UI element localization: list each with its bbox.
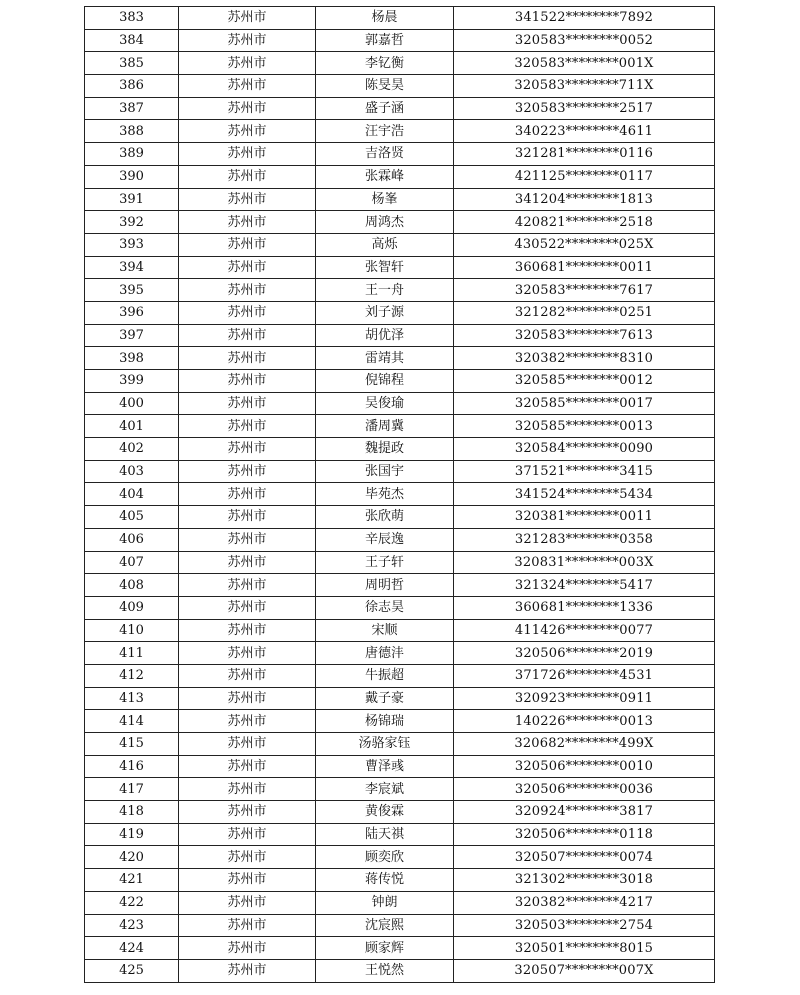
row-number-cell: 399 xyxy=(85,370,179,393)
city-cell: 苏州市 xyxy=(179,846,316,869)
city-cell: 苏州市 xyxy=(179,460,316,483)
table-row xyxy=(85,959,715,982)
city-cell: 苏州市 xyxy=(179,574,316,597)
city-cell: 苏州市 xyxy=(179,937,316,960)
city-cell: 苏州市 xyxy=(179,29,316,52)
name-cell: 徐志昊 xyxy=(316,596,454,619)
table-row xyxy=(85,778,715,801)
row-number-cell: 419 xyxy=(85,823,179,846)
id-number-cell: 320924********3817 xyxy=(454,801,715,824)
name-cell: 杨锦瑞 xyxy=(316,710,454,733)
row-number-cell: 406 xyxy=(85,528,179,551)
table-row xyxy=(85,347,715,370)
id-number-cell: 320506********2019 xyxy=(454,642,715,665)
row-number-cell: 420 xyxy=(85,846,179,869)
city-cell: 苏州市 xyxy=(179,392,316,415)
id-number-cell: 321302********3018 xyxy=(454,869,715,892)
name-cell: 蒋传悦 xyxy=(316,869,454,892)
name-cell: 刘子源 xyxy=(316,301,454,324)
id-number-cell: 320507********007X xyxy=(454,959,715,982)
id-number-cell: 321281********0116 xyxy=(454,143,715,166)
name-cell: 王子轩 xyxy=(316,551,454,574)
name-cell: 王悦然 xyxy=(316,959,454,982)
row-number-cell: 391 xyxy=(85,188,179,211)
name-cell: 杨峯 xyxy=(316,188,454,211)
row-number-cell: 398 xyxy=(85,347,179,370)
roster-body xyxy=(85,7,715,983)
row-number-cell: 390 xyxy=(85,165,179,188)
id-number-cell: 320503********2754 xyxy=(454,914,715,937)
name-cell: 雷靖其 xyxy=(316,347,454,370)
table-row xyxy=(85,143,715,166)
row-number-cell: 384 xyxy=(85,29,179,52)
table-row xyxy=(85,392,715,415)
city-cell: 苏州市 xyxy=(179,211,316,234)
table-row xyxy=(85,460,715,483)
row-number-cell: 397 xyxy=(85,324,179,347)
row-number-cell: 411 xyxy=(85,642,179,665)
city-cell: 苏州市 xyxy=(179,528,316,551)
city-cell: 苏州市 xyxy=(179,438,316,461)
row-number-cell: 414 xyxy=(85,710,179,733)
city-cell: 苏州市 xyxy=(179,642,316,665)
table-row xyxy=(85,483,715,506)
row-number-cell: 392 xyxy=(85,211,179,234)
id-number-cell: 360681********0011 xyxy=(454,256,715,279)
row-number-cell: 383 xyxy=(85,7,179,30)
id-number-cell: 411426********0077 xyxy=(454,619,715,642)
row-number-cell: 388 xyxy=(85,120,179,143)
id-number-cell: 320506********0036 xyxy=(454,778,715,801)
row-number-cell: 401 xyxy=(85,415,179,438)
id-number-cell: 320382********8310 xyxy=(454,347,715,370)
name-cell: 张智轩 xyxy=(316,256,454,279)
table-row xyxy=(85,664,715,687)
table-row xyxy=(85,52,715,75)
id-number-cell: 320583********001X xyxy=(454,52,715,75)
table-row xyxy=(85,120,715,143)
name-cell: 顾奕欣 xyxy=(316,846,454,869)
name-cell: 汪宇浩 xyxy=(316,120,454,143)
id-number-cell: 320583********711X xyxy=(454,75,715,98)
id-number-cell: 371726********4531 xyxy=(454,664,715,687)
city-cell: 苏州市 xyxy=(179,596,316,619)
id-number-cell: 320506********0118 xyxy=(454,823,715,846)
city-cell: 苏州市 xyxy=(179,619,316,642)
row-number-cell: 407 xyxy=(85,551,179,574)
name-cell: 李钇衡 xyxy=(316,52,454,75)
id-number-cell: 320381********0011 xyxy=(454,506,715,529)
table-row xyxy=(85,97,715,120)
row-number-cell: 404 xyxy=(85,483,179,506)
name-cell: 魏提政 xyxy=(316,438,454,461)
row-number-cell: 403 xyxy=(85,460,179,483)
name-cell: 郭嘉哲 xyxy=(316,29,454,52)
table-row xyxy=(85,619,715,642)
city-cell: 苏州市 xyxy=(179,755,316,778)
table-row xyxy=(85,29,715,52)
row-number-cell: 417 xyxy=(85,778,179,801)
city-cell: 苏州市 xyxy=(179,370,316,393)
id-number-cell: 321283********0358 xyxy=(454,528,715,551)
city-cell: 苏州市 xyxy=(179,301,316,324)
table-row xyxy=(85,846,715,869)
row-number-cell: 394 xyxy=(85,256,179,279)
row-number-cell: 387 xyxy=(85,97,179,120)
row-number-cell: 393 xyxy=(85,233,179,256)
id-number-cell: 320382********4217 xyxy=(454,891,715,914)
id-number-cell: 321324********5417 xyxy=(454,574,715,597)
table-row xyxy=(85,188,715,211)
roster-table xyxy=(84,6,715,983)
row-number-cell: 412 xyxy=(85,664,179,687)
id-number-cell: 320583********2517 xyxy=(454,97,715,120)
name-cell: 顾家辉 xyxy=(316,937,454,960)
city-cell: 苏州市 xyxy=(179,959,316,982)
table-row xyxy=(85,438,715,461)
id-number-cell: 320923********0911 xyxy=(454,687,715,710)
table-row xyxy=(85,324,715,347)
row-number-cell: 409 xyxy=(85,596,179,619)
name-cell: 王一舟 xyxy=(316,279,454,302)
name-cell: 李宸斌 xyxy=(316,778,454,801)
table-row xyxy=(85,642,715,665)
name-cell: 高烁 xyxy=(316,233,454,256)
roster-sheet xyxy=(84,6,714,983)
city-cell: 苏州市 xyxy=(179,801,316,824)
city-cell: 苏州市 xyxy=(179,506,316,529)
city-cell: 苏州市 xyxy=(179,97,316,120)
table-row xyxy=(85,574,715,597)
city-cell: 苏州市 xyxy=(179,279,316,302)
id-number-cell: 420821********2518 xyxy=(454,211,715,234)
id-number-cell: 320506********0010 xyxy=(454,755,715,778)
id-number-cell: 320585********0013 xyxy=(454,415,715,438)
name-cell: 沈宸熙 xyxy=(316,914,454,937)
table-row xyxy=(85,733,715,756)
name-cell: 周鸿杰 xyxy=(316,211,454,234)
table-row xyxy=(85,415,715,438)
id-number-cell: 320583********7617 xyxy=(454,279,715,302)
table-row xyxy=(85,506,715,529)
row-number-cell: 385 xyxy=(85,52,179,75)
id-number-cell: 341204********1813 xyxy=(454,188,715,211)
name-cell: 毕苑杰 xyxy=(316,483,454,506)
row-number-cell: 423 xyxy=(85,914,179,937)
row-number-cell: 425 xyxy=(85,959,179,982)
id-number-cell: 421125********0117 xyxy=(454,165,715,188)
table-row xyxy=(85,823,715,846)
table-row xyxy=(85,755,715,778)
city-cell: 苏州市 xyxy=(179,143,316,166)
id-number-cell: 320583********0052 xyxy=(454,29,715,52)
table-row xyxy=(85,710,715,733)
name-cell: 张国宇 xyxy=(316,460,454,483)
city-cell: 苏州市 xyxy=(179,165,316,188)
name-cell: 张欣萌 xyxy=(316,506,454,529)
city-cell: 苏州市 xyxy=(179,52,316,75)
row-number-cell: 386 xyxy=(85,75,179,98)
table-row xyxy=(85,256,715,279)
id-number-cell: 341522********7892 xyxy=(454,7,715,30)
id-number-cell: 430522********025X xyxy=(454,233,715,256)
id-number-cell: 320501********8015 xyxy=(454,937,715,960)
table-row xyxy=(85,869,715,892)
table-row xyxy=(85,301,715,324)
id-number-cell: 341524********5434 xyxy=(454,483,715,506)
name-cell: 陆天祺 xyxy=(316,823,454,846)
city-cell: 苏州市 xyxy=(179,710,316,733)
id-number-cell: 360681********1336 xyxy=(454,596,715,619)
name-cell: 辛辰逸 xyxy=(316,528,454,551)
city-cell: 苏州市 xyxy=(179,233,316,256)
name-cell: 胡优泽 xyxy=(316,324,454,347)
table-row xyxy=(85,370,715,393)
table-row xyxy=(85,7,715,30)
city-cell: 苏州市 xyxy=(179,778,316,801)
table-row xyxy=(85,75,715,98)
city-cell: 苏州市 xyxy=(179,347,316,370)
city-cell: 苏州市 xyxy=(179,687,316,710)
table-row xyxy=(85,551,715,574)
city-cell: 苏州市 xyxy=(179,733,316,756)
city-cell: 苏州市 xyxy=(179,483,316,506)
row-number-cell: 422 xyxy=(85,891,179,914)
row-number-cell: 400 xyxy=(85,392,179,415)
table-row xyxy=(85,914,715,937)
row-number-cell: 405 xyxy=(85,506,179,529)
name-cell: 唐德沣 xyxy=(316,642,454,665)
name-cell: 陈旻昊 xyxy=(316,75,454,98)
name-cell: 吉洛贤 xyxy=(316,143,454,166)
city-cell: 苏州市 xyxy=(179,823,316,846)
city-cell: 苏州市 xyxy=(179,120,316,143)
name-cell: 吴俊瑜 xyxy=(316,392,454,415)
row-number-cell: 389 xyxy=(85,143,179,166)
row-number-cell: 416 xyxy=(85,755,179,778)
row-number-cell: 408 xyxy=(85,574,179,597)
row-number-cell: 424 xyxy=(85,937,179,960)
table-row xyxy=(85,687,715,710)
id-number-cell: 320585********0012 xyxy=(454,370,715,393)
row-number-cell: 413 xyxy=(85,687,179,710)
name-cell: 牛振超 xyxy=(316,664,454,687)
table-row xyxy=(85,891,715,914)
name-cell: 戴子豪 xyxy=(316,687,454,710)
name-cell: 周明哲 xyxy=(316,574,454,597)
name-cell: 张霖峰 xyxy=(316,165,454,188)
id-number-cell: 371521********3415 xyxy=(454,460,715,483)
name-cell: 杨晨 xyxy=(316,7,454,30)
city-cell: 苏州市 xyxy=(179,188,316,211)
name-cell: 黄俊霖 xyxy=(316,801,454,824)
name-cell: 盛子涵 xyxy=(316,97,454,120)
city-cell: 苏州市 xyxy=(179,551,316,574)
id-number-cell: 320584********0090 xyxy=(454,438,715,461)
city-cell: 苏州市 xyxy=(179,7,316,30)
city-cell: 苏州市 xyxy=(179,914,316,937)
name-cell: 曹泽彧 xyxy=(316,755,454,778)
name-cell: 宋顺 xyxy=(316,619,454,642)
id-number-cell: 320585********0017 xyxy=(454,392,715,415)
table-row xyxy=(85,233,715,256)
row-number-cell: 421 xyxy=(85,869,179,892)
city-cell: 苏州市 xyxy=(179,75,316,98)
table-row xyxy=(85,937,715,960)
name-cell: 潘周冀 xyxy=(316,415,454,438)
table-row xyxy=(85,801,715,824)
id-number-cell: 320583********7613 xyxy=(454,324,715,347)
name-cell: 钟朗 xyxy=(316,891,454,914)
table-row xyxy=(85,279,715,302)
city-cell: 苏州市 xyxy=(179,869,316,892)
name-cell: 汤骆家钰 xyxy=(316,733,454,756)
table-row xyxy=(85,596,715,619)
row-number-cell: 418 xyxy=(85,801,179,824)
table-row xyxy=(85,165,715,188)
city-cell: 苏州市 xyxy=(179,891,316,914)
row-number-cell: 396 xyxy=(85,301,179,324)
city-cell: 苏州市 xyxy=(179,664,316,687)
id-number-cell: 321282********0251 xyxy=(454,301,715,324)
table-row xyxy=(85,528,715,551)
city-cell: 苏州市 xyxy=(179,324,316,347)
city-cell: 苏州市 xyxy=(179,256,316,279)
name-cell: 倪锦程 xyxy=(316,370,454,393)
id-number-cell: 140226********0013 xyxy=(454,710,715,733)
id-number-cell: 320831********003X xyxy=(454,551,715,574)
row-number-cell: 402 xyxy=(85,438,179,461)
row-number-cell: 410 xyxy=(85,619,179,642)
row-number-cell: 395 xyxy=(85,279,179,302)
id-number-cell: 320507********0074 xyxy=(454,846,715,869)
row-number-cell: 415 xyxy=(85,733,179,756)
city-cell: 苏州市 xyxy=(179,415,316,438)
table-row xyxy=(85,211,715,234)
id-number-cell: 340223********4611 xyxy=(454,120,715,143)
id-number-cell: 320682********499X xyxy=(454,733,715,756)
